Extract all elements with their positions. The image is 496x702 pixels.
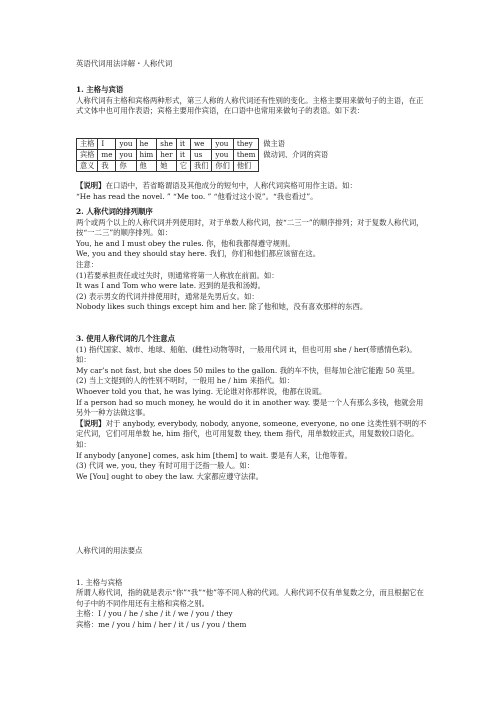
note-text: 【说明】在口语中，若省略谓语及其他成分的短句中，人称代词宾格可用作主语。如： (76, 181, 357, 190)
example: Whoever told you that, he was lying. 无论谁对你那样说，他都在说谎。 (76, 386, 327, 396)
example: It was I and Tom who were late. 迟到的是我和汤姆。 (76, 281, 265, 291)
paragraph: (1) 指代国家、城市、地球、船舶、(雌性)动物等时，一般用代词 it，但也可用 she / her(带感情色彩)。如： (76, 344, 417, 365)
table-cell: you (116, 150, 136, 161)
row-header-cell: 意义 (77, 161, 98, 172)
note-label: 【说明】 (76, 418, 106, 428)
note-item: (2) 表示男女的代词并排使用时，通常是先男后女。如： (76, 291, 259, 301)
paragraph: 人称代词有主格和宾格两种形式，第三人称的人称代词还有性别的变化。主格主要用来做句子的主语，在正式文体中也可用作表语；宾格主要用作宾语，在口语中也常用来做句子的表语。如下表： (76, 95, 424, 116)
paragraph: 两个或两个以上的人称代词并列使用时，对于单数人称代词，按“二三一”的顺序排列；对于复数人称代词，按“一二三”的顺序排列。如： (76, 217, 424, 238)
table-cell: 我 (98, 161, 116, 172)
example: We, you and they should stay here. 我们，你们和他们都应该留在这。 (76, 249, 321, 259)
section-heading: 1. 主格与宾格 (76, 577, 123, 587)
section-heading: 2. 人称代词的排列顺序 (76, 207, 153, 216)
note-item: (1)若要承担责任或过失时，则通常将第一人称放在前面。如： (76, 270, 279, 280)
table-cell: you (116, 139, 136, 150)
table-cell: it (176, 150, 190, 161)
example: “He has read the novel. ” “Me too. ” “他看过这小说”。“我也看过”。 (76, 191, 318, 201)
paragraph: 所谓人称代词，指的就是表示“你”“我”“他”等不同人称的代词。人称代词不仅有单复数之分，而且根据它在句子中的不同作用还有主格和宾格之别。 (76, 588, 424, 608)
table-cell: 他们 (233, 161, 259, 172)
note (76, 419, 428, 451)
document-title: 英语代词用法详解・人称代词 (76, 59, 173, 68)
table-row (77, 161, 332, 172)
table-row (77, 150, 332, 161)
example: Nobody likes such things except him and her. 除了他和她，没有喜欢那样的东西。 (76, 302, 368, 312)
table-cell: him (136, 150, 157, 161)
section-heading: 3. 使用人称代词的几个注意点 (76, 334, 175, 343)
table-cell: we (191, 139, 212, 150)
table-cell: 你 (116, 161, 136, 172)
section-1-note (76, 181, 428, 202)
table-cell: 做主语 (263, 139, 285, 148)
table-cell: it (176, 139, 190, 150)
table-row (77, 139, 332, 150)
table-cell: 她 (157, 161, 177, 172)
table-cell: he (136, 139, 157, 150)
nominative-list: 主格：I / you / he / she / it / we / you / they (76, 609, 233, 619)
row-header-cell: 主格 (77, 139, 98, 150)
table-cell: she (157, 139, 177, 150)
example: My car’s not fast, but she does 50 miles to the gallon. 我的车不快，但每加仑油它能跑 50 英里。 (76, 365, 420, 375)
part-title: 人称代词的用法要点 (76, 546, 143, 555)
paragraph: (2) 当上文提到的人的性别不明时，一般用 he / him 来指代。如： (76, 376, 294, 386)
notice-label: 注意： (76, 259, 99, 269)
table-cell: 做动词、介词的宾语 (263, 150, 329, 159)
table-cell: 我们 (191, 161, 212, 172)
section-heading: 1. 主格与宾语 (76, 85, 124, 94)
table-cell: you (212, 150, 233, 161)
table-cell: you (212, 139, 233, 150)
table-cell: 他 (136, 161, 157, 172)
table-cell: they (233, 139, 259, 150)
table-cell: I (98, 139, 116, 150)
section-1 (76, 85, 428, 117)
table-cell: her (157, 150, 177, 161)
paragraph: (3) 代词 we, you, they 有时可用于泛指一般人。如： (76, 461, 255, 471)
example: If anybody [anyone] comes, ask him [them] to wait. 要是有人来，让他等着。 (76, 450, 352, 460)
table-cell: 你们 (212, 161, 233, 172)
accusative-list: 宾格：me / you / him / her / it / us / you / them (76, 619, 247, 629)
example: If a person had so much money, he would do it in another way. 要是一个人有那么多钱，他就会用另外一种方法做这事。 (76, 397, 424, 418)
section-2 (76, 207, 428, 313)
table-cell: me (98, 150, 116, 161)
section-3 (76, 334, 428, 482)
example: We [You] ought to obey the law. 大家都应遵守法律。 (76, 471, 264, 481)
table-cell: 它 (176, 161, 190, 172)
example: You, he and I must obey the rules. 你，他和我都得遵守规则。 (76, 238, 295, 248)
part-2 (76, 546, 428, 631)
table-cell (259, 161, 332, 172)
row-header-cell: 宾格 (77, 150, 98, 161)
table-cell: them (233, 150, 259, 161)
pronoun-table (76, 138, 332, 172)
note-text: 对于 anybody, everybody, nobody, anyone, someone, everyone, no one 这类性别不明的不定代词，它们可用单数 he, him 指代，也可用复数 they, them 指代，用单数较正式，用复数较口语化。如： (76, 418, 427, 449)
note (76, 181, 428, 192)
table-cell: us (191, 150, 212, 161)
